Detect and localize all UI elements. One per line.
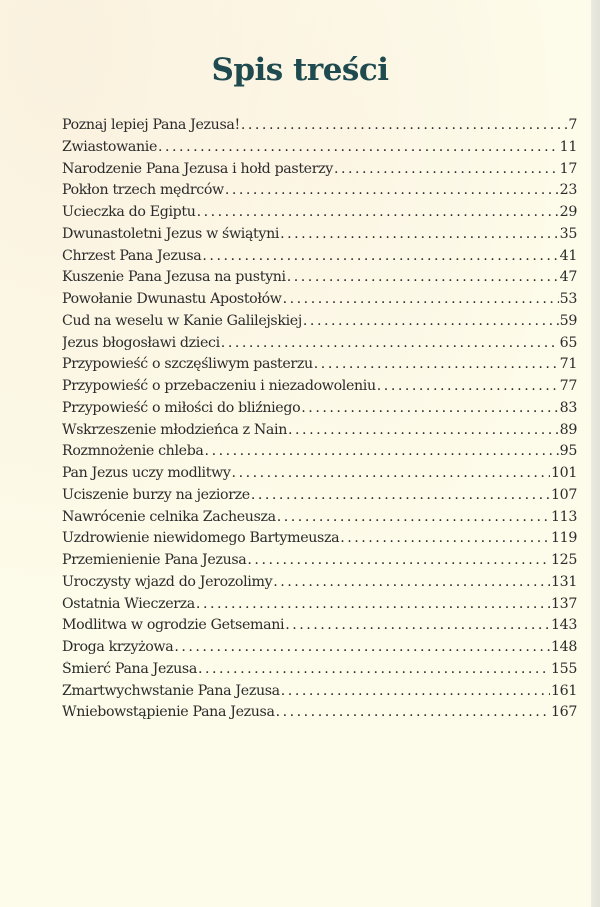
- toc-entry-page-number: 47: [559, 269, 577, 286]
- dot-leader: [314, 356, 559, 372]
- toc-entry-title: Narodzenie Pana Jezusa i hołd pasterzy: [62, 160, 333, 177]
- toc-entry-title: Rozmnożenie chleba: [62, 443, 204, 460]
- toc-entry-title: Dwunastoletni Jezus w świątyni: [62, 225, 280, 242]
- dot-leader: [285, 617, 550, 633]
- toc-entry[interactable]: [62, 552, 577, 574]
- dot-leader: [377, 378, 559, 394]
- page-title: Spis treści: [211, 52, 389, 88]
- toc-entry-page-number: 119: [550, 530, 577, 547]
- toc-entry-page-number: 101: [550, 465, 577, 481]
- toc-entry-page-number: 89: [559, 421, 577, 438]
- toc-entry[interactable]: [62, 117, 577, 139]
- dot-leader: [283, 291, 559, 307]
- toc-entry[interactable]: [62, 204, 577, 226]
- toc-entry-page-number: 155: [550, 660, 577, 677]
- toc-entry[interactable]: [62, 596, 577, 618]
- toc-entry-title: Śmierć Pana Jezusa: [62, 660, 197, 677]
- toc-entry[interactable]: [62, 574, 577, 596]
- toc-entry-page-number: 17: [559, 160, 577, 177]
- toc-entry[interactable]: [62, 661, 577, 683]
- dot-leader: [288, 422, 559, 438]
- dot-leader: [334, 161, 559, 177]
- toc-entry[interactable]: [62, 683, 577, 705]
- dot-leader: [198, 661, 550, 677]
- toc-entry-page-number: 23: [559, 182, 577, 199]
- toc-entry-page-number: 161: [550, 682, 577, 699]
- toc-entry-title: Jezus błogosławi dzieci: [62, 334, 220, 351]
- toc-entry-page-number: 125: [550, 552, 577, 568]
- toc-entry[interactable]: [62, 378, 577, 400]
- dot-leader: [287, 269, 559, 285]
- toc-entry-title: Ostatnia Wieczerza: [62, 595, 195, 612]
- toc-entry[interactable]: [62, 617, 577, 639]
- toc-entry[interactable]: [62, 313, 577, 335]
- dot-leader: [197, 204, 559, 220]
- dot-leader: [232, 465, 550, 481]
- toc-entry[interactable]: [62, 465, 577, 487]
- toc-entry[interactable]: [62, 161, 577, 183]
- toc-entry-page-number: 83: [559, 399, 577, 416]
- toc-entry-page-number: 167: [550, 704, 577, 721]
- toc-entry-title: Nawrócenie celnika Zacheusza: [62, 508, 276, 525]
- toc-entry-title: Wniebowstąpienie Pana Jezusa: [62, 704, 275, 721]
- toc-entry-title: Poznaj lepiej Pana Jezusa!: [62, 117, 240, 133]
- toc-entry-title: Uciszenie burzy na jeziorze: [62, 486, 250, 503]
- toc-entry[interactable]: [62, 530, 577, 552]
- toc-entry[interactable]: [62, 639, 577, 661]
- toc-entry-title: Przemienienie Pana Jezusa: [62, 552, 247, 568]
- toc-entry-title: Ucieczka do Egiptu: [62, 204, 196, 220]
- toc-entry[interactable]: [62, 291, 577, 313]
- dot-leader: [196, 596, 550, 612]
- toc-entry[interactable]: [62, 226, 577, 248]
- toc-entry-title: Zmartwychwstanie Pana Jezusa: [62, 682, 280, 699]
- toc-entry-page-number: 71: [559, 356, 577, 373]
- toc-entry-title: Powołanie Dwunastu Apostołów: [62, 291, 282, 307]
- toc-entry-title: Chrzest Pana Jezusa: [62, 247, 202, 264]
- toc-entry-title: Przypowieść o miłości do bliźniego: [62, 399, 301, 416]
- toc-entry-title: Pan Jezus uczy modlitwy: [62, 465, 231, 481]
- toc-entry[interactable]: [62, 269, 577, 291]
- toc-entry-page-number: 137: [550, 595, 577, 612]
- toc-entry-title: Pokłon trzech mędrców: [62, 182, 224, 199]
- toc-entry[interactable]: [62, 335, 577, 357]
- toc-entry-page-number: 143: [550, 617, 577, 634]
- dot-leader: [280, 226, 559, 242]
- dot-leader: [277, 509, 550, 525]
- toc-entry-title: Uzdrowienie niewidomego Bartymeusza: [62, 530, 340, 547]
- dot-leader: [276, 704, 550, 720]
- toc-entry-title: Przypowieść o szczęśliwym pasterzu: [62, 356, 313, 373]
- dot-leader: [221, 335, 559, 351]
- dot-leader: [251, 487, 550, 503]
- toc-entry[interactable]: [62, 422, 577, 444]
- toc-entry-page-number: 148: [550, 639, 577, 655]
- dot-leader: [281, 683, 550, 699]
- toc-entry[interactable]: [62, 182, 577, 204]
- toc-entry-page-number: 107: [550, 486, 577, 503]
- dot-leader: [202, 248, 558, 264]
- toc-entry-page-number: 11: [559, 138, 577, 155]
- toc-entry-page-number: 95: [559, 443, 577, 460]
- toc-entry[interactable]: [62, 248, 577, 270]
- toc-entry-page-number: 29: [559, 204, 577, 220]
- toc-entry[interactable]: [62, 400, 577, 422]
- toc-entry-page-number: 131: [550, 573, 577, 590]
- toc-entry-page-number: 41: [559, 247, 577, 264]
- table-of-contents: [62, 117, 577, 726]
- toc-entry[interactable]: [62, 487, 577, 509]
- dot-leader: [174, 639, 550, 655]
- toc-entry-title: Cud na weselu w Kanie Galilejskiej: [62, 312, 302, 329]
- toc-entry-page-number: 113: [550, 508, 577, 525]
- dot-leader: [273, 574, 550, 590]
- toc-entry-title: Kuszenie Pana Jezusa na pustyni: [62, 269, 286, 286]
- dot-leader: [340, 530, 550, 546]
- toc-entry-page-number: 77: [559, 378, 577, 394]
- dot-leader: [301, 400, 558, 416]
- toc-entry-title: Modlitwa w ogrodzie Getsemani: [62, 617, 285, 634]
- toc-entry-page-number: 65: [559, 334, 577, 351]
- toc-entry-title: Droga krzyżowa: [62, 639, 174, 655]
- dot-leader: [225, 182, 559, 198]
- toc-entry[interactable]: [62, 509, 577, 531]
- toc-entry[interactable]: [62, 356, 577, 378]
- toc-entry-page-number: 59: [559, 312, 577, 329]
- toc-entry[interactable]: [62, 443, 577, 465]
- dot-leader: [205, 443, 559, 459]
- toc-entry-title: Zwiastowanie: [62, 138, 157, 155]
- toc-entry-title: Wskrzeszenie młodzieńca z Nain: [62, 421, 288, 438]
- toc-entry-page-number: 53: [559, 291, 577, 307]
- toc-entry[interactable]: [62, 704, 577, 726]
- dot-leader: [247, 552, 550, 568]
- toc-entry[interactable]: [62, 139, 577, 161]
- toc-entry-title: Przypowieść o przebaczeniu i niezadowoleniu: [62, 378, 376, 394]
- dot-leader: [241, 117, 567, 133]
- toc-entry-title: Uroczysty wjazd do Jerozolimy: [62, 573, 273, 590]
- dot-leader: [303, 313, 559, 329]
- toc-entry-page-number: 7: [568, 117, 577, 133]
- page-edge-shadow: [591, 0, 600, 907]
- toc-entry-page-number: 35: [559, 225, 577, 242]
- dot-leader: [158, 139, 559, 155]
